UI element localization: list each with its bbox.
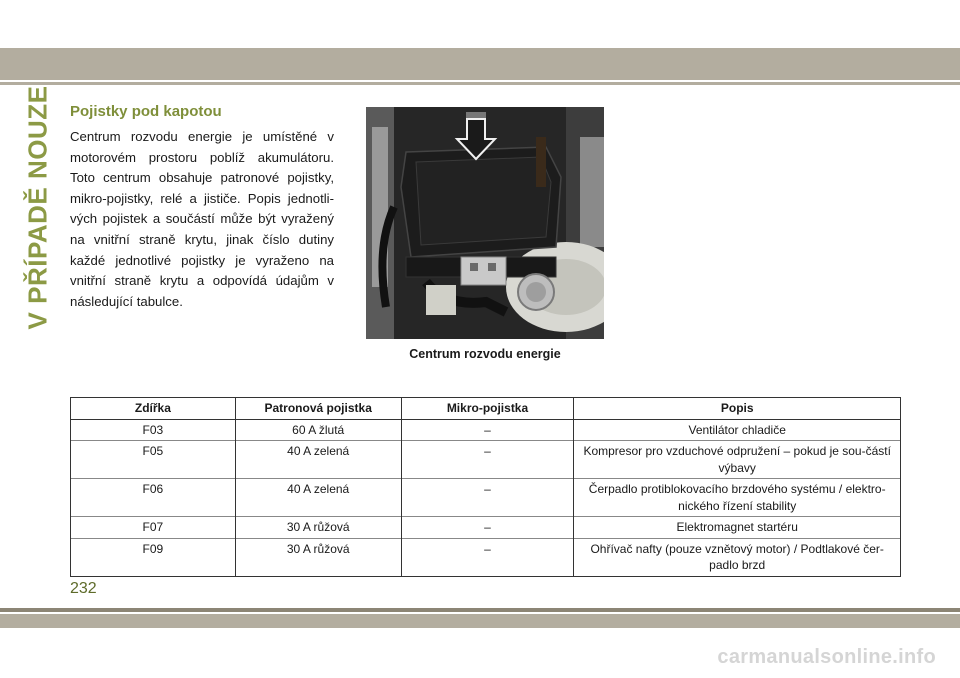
header-micro-fuse: Mikro-pojistka (401, 398, 574, 420)
cell-socket: F07 (71, 517, 236, 539)
top-decor-band (0, 48, 960, 80)
cell-description: Ohřívač nafty (pouze vznětový motor) / Podtlakové čer-padlo brzd (574, 538, 901, 576)
header-cartridge-fuse: Patronová pojistka (235, 398, 401, 420)
watermark: carmanualsonline.info (717, 646, 936, 668)
engine-bay-illustration (366, 107, 604, 339)
table-row (71, 419, 901, 441)
cell-socket: F09 (71, 538, 236, 576)
cell-micro-fuse: – (401, 441, 574, 479)
cell-cartridge-fuse: 40 A zelená (235, 441, 401, 479)
table-row (71, 441, 901, 479)
cell-micro-fuse: – (401, 419, 574, 441)
cell-description: Čerpadlo protiblokovacího brzdového systému / elektro-nického řízení stability (574, 479, 901, 517)
side-chapter-title (20, 85, 56, 330)
cell-socket: F06 (71, 479, 236, 517)
body-paragraph: Centrum rozvodu energie je umístěné v motorovém prostoru poblíž akumulátoru. Toto centrum obsahuje patronové pojistky, mikro-pojistky, relé a jističe. Popis jednotli-vých pojistek a součástí může být vyražený na vnitřní straně krytu, jinak číslo dutiny každé jednotlivé pojistky je vyraženo na vnitřní straně krytu a odpovídá údajům v následující tabulce. (70, 129, 334, 309)
table-row (71, 479, 901, 517)
cell-socket: F03 (71, 419, 236, 441)
bottom-decor-band (0, 614, 960, 628)
top-decor-line (0, 82, 960, 85)
bottom-decor-line (0, 608, 960, 612)
table-row (71, 538, 901, 576)
cell-description: Kompresor pro vzduchové odpružení – pokud je sou-částí výbavy (574, 441, 901, 479)
header-description: Popis (574, 398, 901, 420)
header-socket: Zdířka (71, 398, 236, 420)
photo-caption: Centrum rozvodu energie (409, 347, 561, 361)
side-chapter-title-text: V PŘÍPADĚ NOUZE (22, 85, 53, 330)
cell-description: Ventilátor chladiče (574, 419, 901, 441)
cell-cartridge-fuse: 40 A zelená (235, 479, 401, 517)
cell-cartridge-fuse: 30 A růžová (235, 517, 401, 539)
fuse-table (70, 397, 901, 577)
cell-cartridge-fuse: 30 A růžová (235, 538, 401, 576)
table-header-row (71, 398, 901, 420)
cell-socket: F05 (71, 441, 236, 479)
section-heading: Pojistky pod kapotou (70, 103, 222, 120)
cell-micro-fuse: – (401, 479, 574, 517)
cell-description: Elektromagnet startéru (574, 517, 901, 539)
engine-bay-photo (366, 107, 604, 339)
table-row (71, 517, 901, 539)
cell-cartridge-fuse: 60 A žlutá (235, 419, 401, 441)
cell-micro-fuse: – (401, 517, 574, 539)
page-number: 232 (70, 580, 97, 597)
cell-micro-fuse: – (401, 538, 574, 576)
